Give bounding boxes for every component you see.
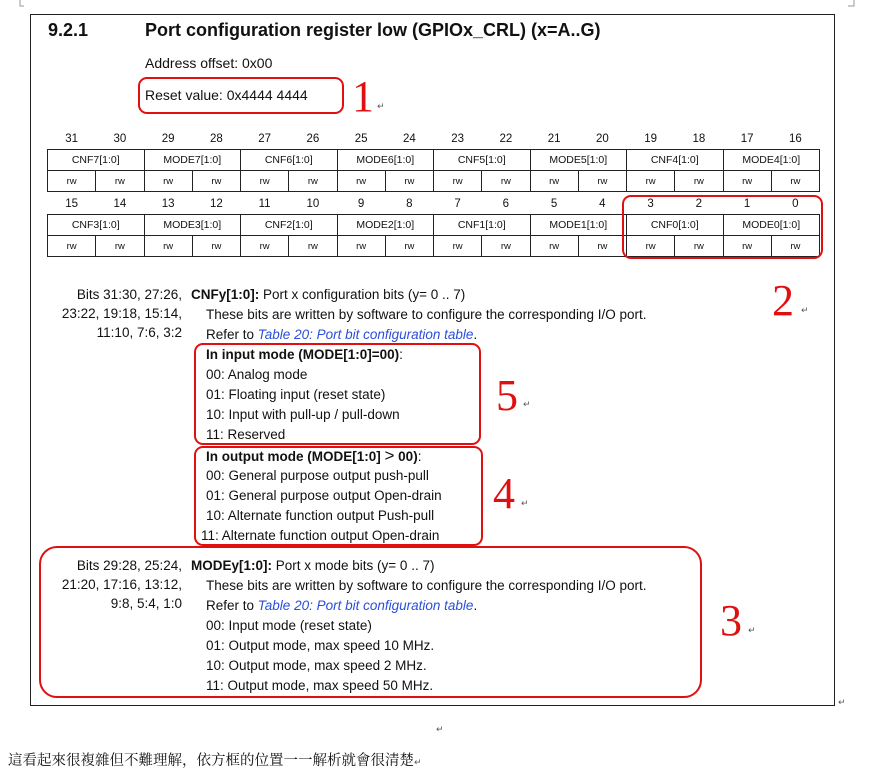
bit-number: 2: [695, 198, 703, 210]
cnf-line1: These bits are written by software to configure the corresponding I/O port.: [206, 307, 647, 322]
register-field: MODE1[1:0]: [530, 215, 627, 236]
cnf-heading: [191, 285, 465, 305]
access-type: rw: [675, 171, 723, 192]
caption-text: [8, 749, 422, 770]
bit-number: 11: [258, 198, 271, 210]
output-mode-item: 10: Alternate function output Push-pull: [206, 508, 435, 523]
bit-number: 24: [402, 133, 416, 145]
return-mark: ↵: [838, 698, 846, 708]
access-type: rw: [627, 236, 675, 257]
access-type: rw: [771, 171, 819, 192]
bit-number: 26: [306, 133, 320, 145]
table-link[interactable]: Table 20: Port bit configuration table: [257, 327, 474, 342]
address-offset: Address offset: 0x00: [145, 55, 273, 71]
register-field: MODE5[1:0]: [530, 150, 627, 171]
bit-number: 20: [595, 133, 609, 145]
input-mode-label: In input mode (MODE[1:0]=00): [206, 347, 400, 362]
field-name-row: [48, 150, 820, 171]
access-type: rw: [385, 171, 433, 192]
mode-value-item: 00: Input mode (reset state): [206, 618, 372, 633]
access-type: rw: [96, 171, 144, 192]
return-mark: ↵: [414, 758, 422, 768]
cnf-field-desc: Port x configuration bits (y= 0 .. 7): [259, 287, 466, 302]
mode-field-desc: Port x mode bits (y= 0 .. 7): [272, 558, 435, 573]
mode-value-item: 10: Output mode, max speed 2 MHz.: [206, 658, 427, 673]
return-mark: ↵: [436, 725, 444, 735]
mode-value-item: 11: Output mode, max speed 50 MHz.: [206, 678, 434, 693]
access-type: rw: [482, 236, 530, 257]
access-type: rw: [289, 236, 337, 257]
annotation-number-2: 2: [772, 276, 794, 325]
return-mark: ↵: [377, 102, 385, 112]
colon: :: [417, 449, 422, 464]
annotation-number-1: 1: [352, 72, 374, 121]
mode-bits-line: Bits 29:28, 25:24,: [76, 558, 182, 573]
access-type: rw: [578, 171, 626, 192]
access-type: rw: [241, 236, 289, 257]
return-mark: ↵: [748, 626, 756, 636]
return-mark: ↵: [523, 400, 531, 410]
caption-sentence: 這看起來很複雜但不難理解，依方框的位置一一解析就會很清楚: [8, 753, 414, 769]
greater-than-sign: >: [384, 446, 395, 465]
bit-number: 5: [550, 198, 558, 210]
access-type: rw: [578, 236, 626, 257]
access-type: rw: [48, 171, 96, 192]
bit-number: 21: [547, 133, 561, 145]
bit-number: 18: [692, 133, 706, 145]
access-type: rw: [530, 236, 578, 257]
mode-line1: These bits are written by software to configure the corresponding I/O port.: [206, 578, 647, 593]
bit-number: 25: [354, 133, 368, 145]
access-type: rw: [241, 171, 289, 192]
access-type: rw: [144, 171, 192, 192]
register-field: MODE3[1:0]: [144, 215, 241, 236]
bit-number: 9: [357, 198, 365, 210]
refer-suffix: .: [473, 327, 478, 342]
access-type: rw: [434, 236, 482, 257]
register-field: CNF5[1:0]: [434, 150, 531, 171]
access-type: rw: [385, 236, 433, 257]
bit-number: 22: [499, 133, 513, 145]
access-type: rw: [192, 236, 240, 257]
output-mode-item: 11: Alternate function output Open-drain: [201, 528, 440, 543]
table-link[interactable]: Table 20: Port bit configuration table: [257, 598, 474, 613]
bit-number: 29: [161, 133, 175, 145]
mode-refer: [206, 596, 477, 616]
input-mode-item: 10: Input with pull-up / pull-down: [206, 407, 400, 422]
mode-bits-line: 9:8, 5:4, 1:0: [110, 596, 182, 611]
bit-number: 6: [502, 198, 510, 210]
bit-number: 1: [743, 198, 751, 210]
colon: :: [399, 347, 403, 362]
reset-value: Reset value: 0x4444 4444: [145, 87, 308, 103]
output-mode-item: 00: General purpose output push-pull: [206, 468, 429, 483]
bit-number: 12: [209, 198, 223, 210]
page-corner-mark: [848, 0, 858, 10]
access-type: rw: [530, 171, 578, 192]
register-field: MODE4[1:0]: [723, 150, 820, 171]
annotation-number-3: 3: [720, 596, 742, 645]
section-title: Port configuration register low (GPIOx_CRL) (x=A..G): [145, 20, 601, 40]
access-type: rw: [289, 171, 337, 192]
access-type: rw: [96, 236, 144, 257]
input-mode-title: [206, 345, 403, 365]
register-field: CNF0[1:0]: [627, 215, 724, 236]
register-field: MODE6[1:0]: [337, 150, 434, 171]
bit-number: 23: [451, 133, 465, 145]
bit-number: 7: [454, 198, 461, 210]
page-corner-mark: [14, 0, 24, 10]
cnf-refer: [206, 325, 477, 345]
input-mode-item: 11: Reserved: [206, 427, 286, 442]
cnf-bits-line: 11:10, 7:6, 3:2: [96, 325, 182, 340]
return-mark: ↵: [521, 499, 529, 509]
register-field: MODE0[1:0]: [723, 215, 820, 236]
register-field: CNF1[1:0]: [434, 215, 531, 236]
access-type: rw: [723, 171, 771, 192]
access-type: rw: [48, 236, 96, 257]
refer-suffix: .: [473, 598, 478, 613]
input-mode-item: 01: Floating input (reset state): [206, 387, 386, 402]
mode-value-item: 01: Output mode, max speed 10 MHz.: [206, 638, 435, 653]
bit-number: 28: [209, 133, 223, 145]
bit-number: 13: [161, 198, 175, 210]
access-type: rw: [337, 171, 385, 192]
bit-number: 8: [406, 198, 413, 210]
highlight-box-1: [138, 77, 344, 114]
register-field: CNF6[1:0]: [241, 150, 338, 171]
cnf-bits-line: Bits 31:30, 27:26,: [76, 287, 182, 302]
access-type: rw: [771, 236, 819, 257]
access-type: rw: [675, 236, 723, 257]
access-type: rw: [723, 236, 771, 257]
bit-number: 19: [644, 133, 658, 145]
mode-heading: [191, 556, 434, 576]
bit-number: 30: [113, 133, 127, 145]
register-field: CNF3[1:0]: [48, 215, 145, 236]
register-field: MODE7[1:0]: [144, 150, 241, 171]
bit-number: 31: [65, 133, 79, 145]
register-field: CNF7[1:0]: [48, 150, 145, 171]
output-mode-label-tail: 00): [394, 449, 418, 464]
bit-number: 15: [65, 198, 79, 210]
highlight-box-2: [622, 195, 823, 259]
bit-number: 0: [792, 198, 799, 210]
access-type: rw: [337, 236, 385, 257]
refer-prefix: Refer to: [206, 598, 258, 613]
bit-number: 14: [113, 198, 127, 210]
access-type: rw: [192, 171, 240, 192]
output-mode-label: In output mode (MODE[1:0]: [206, 449, 385, 464]
register-field: CNF2[1:0]: [241, 215, 338, 236]
mode-field-name: MODEy[1:0]:: [191, 558, 273, 573]
register-table-high: [47, 129, 820, 192]
return-mark: ↵: [801, 306, 809, 316]
section-number: 9.2.1: [48, 20, 89, 40]
bit-number: 16: [788, 133, 802, 145]
input-mode-item: 00: Analog mode: [206, 367, 308, 382]
output-mode-item: 01: General purpose output Open-drain: [206, 488, 442, 503]
access-type: rw: [482, 171, 530, 192]
access-type: rw: [434, 171, 482, 192]
cnf-field-name: CNFy[1:0]:: [191, 287, 260, 302]
access-row: [48, 171, 820, 192]
annotation-number-5: 5: [496, 371, 518, 420]
register-field: CNF4[1:0]: [627, 150, 724, 171]
bit-number: 4: [599, 198, 606, 210]
bit-number: 17: [740, 133, 754, 145]
bit-number: 27: [258, 133, 272, 145]
cnf-bits-line: 23:22, 19:18, 15:14,: [61, 306, 182, 321]
access-type: rw: [627, 171, 675, 192]
bit-number: 3: [647, 198, 654, 210]
access-type: rw: [144, 236, 192, 257]
annotation-number-4: 4: [493, 469, 515, 518]
mode-bits-line: 21:20, 17:16, 13:12,: [61, 577, 182, 592]
refer-prefix: Refer to: [206, 327, 258, 342]
output-mode-title: [206, 446, 421, 467]
bit-number: 10: [306, 198, 320, 210]
register-field: MODE2[1:0]: [337, 215, 434, 236]
bit-number-row: [48, 129, 820, 150]
